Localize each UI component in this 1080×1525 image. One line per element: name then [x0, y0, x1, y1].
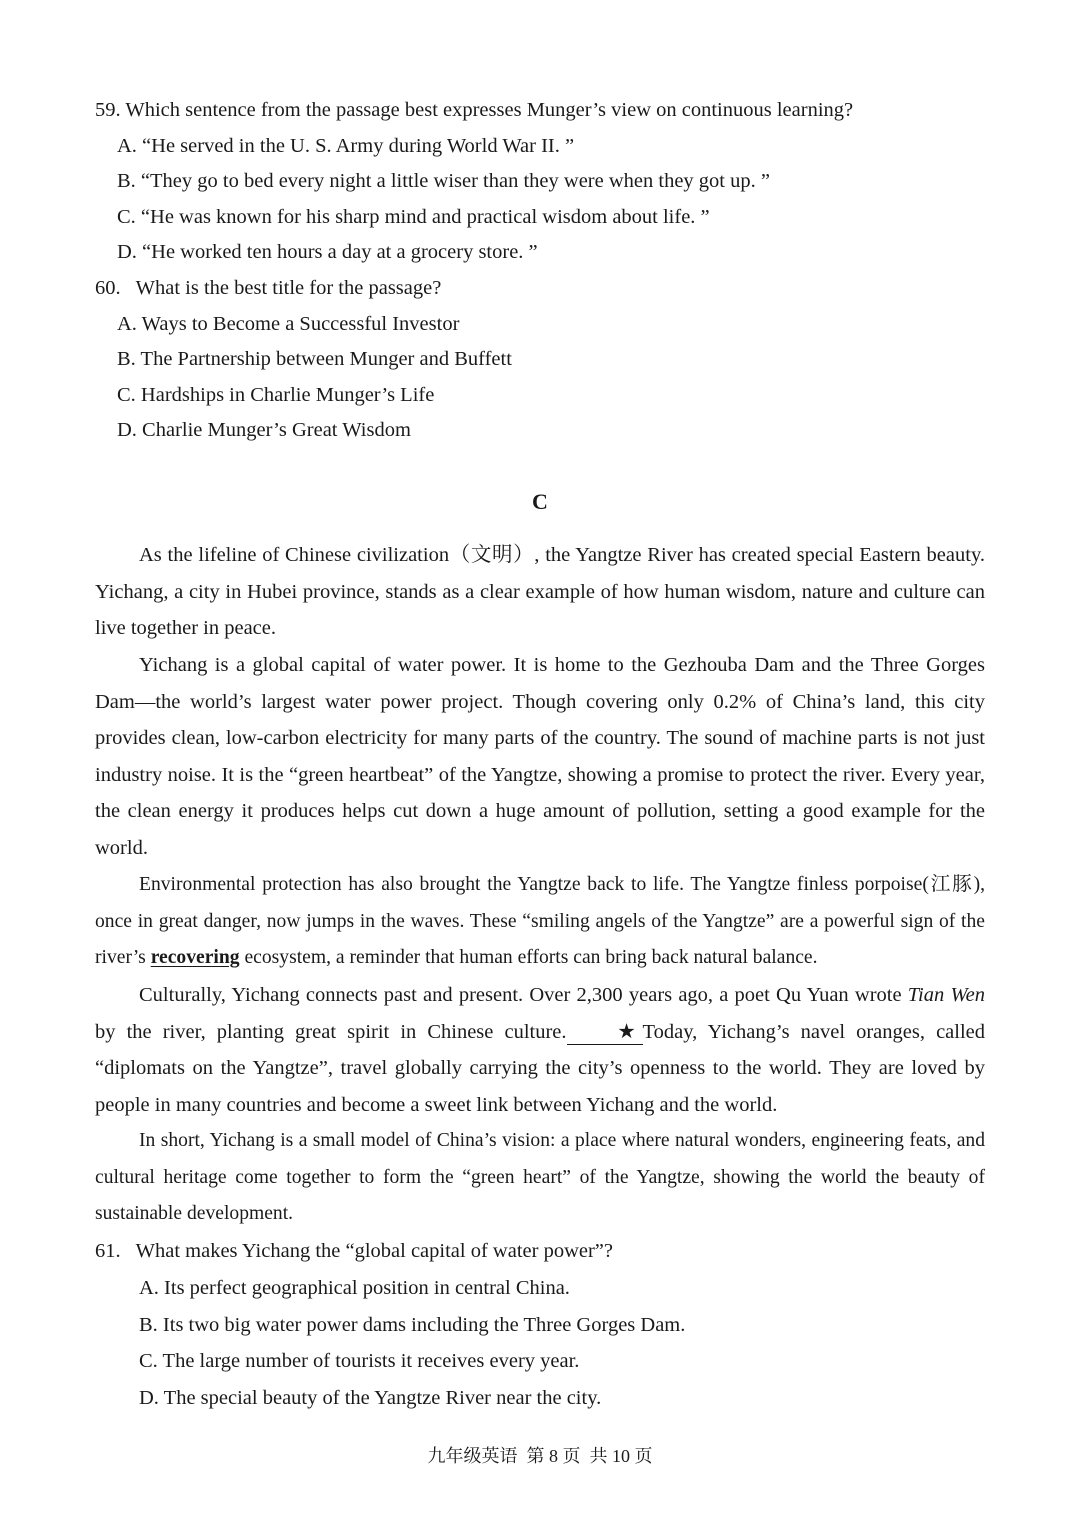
paragraph-4-text-c: Today, Yichang’s navel oranges, called “diplomats on the Yangtze”, travel globally carrying the city’s openness to the world. They are loved by people in many countries and become a sweet link between Yichang and the world. — [95, 1020, 986, 1116]
question-61-option-d: D. The special beauty of the Yangtze River near the city. — [139, 1387, 602, 1409]
page-footer: 九年级英语 第 8 页 共 10 页 — [427, 1446, 653, 1466]
question-60-option-c: C. Hardships in Charlie Munger’s Life — [117, 384, 435, 406]
paragraph-3-text-b: ecosystem, a reminder that human efforts can bring back natural balance. — [239, 947, 818, 969]
question-61-option-c: C. The large number of tourists it receives every year. — [139, 1350, 580, 1372]
star-blank: ★ — [567, 1020, 643, 1045]
question-61-option-b: B. Its two big water power dams including the Three Gorges Dam. — [139, 1314, 686, 1336]
passage-paragraph-1: As the lifeline of Chinese civilization（文明）, the Yangtze River has created special Eastern beauty. Yichang, a city in Hubei province, stands as a clear example of how human wisdom, nature and culture can live together in peace. — [95, 544, 985, 640]
passage-paragraph-2: Yichang is a global capital of water power. It is home to the Gezhouba Dam and the Three Gorges Dam—the world’s largest water power project. Though covering only 0.2% of China’s land, this city provides clean, low-carbon electricity for many parts of the country. The sound of machine parts is not just industry noise. It is the “green heartbeat” of the Yangtze, showing a promise to protect the river. Every year, the clean energy it produces helps cut down a huge amount of pollution, setting a good example for the world. — [95, 654, 985, 859]
question-59-option-d: D. “He worked ten hours a day at a grocery store. ” — [117, 241, 538, 263]
book-title-tian-wen: Tian Wen — [907, 984, 985, 1006]
paragraph-4-text-a: Culturally, Yichang connects past and present. Over 2,300 years ago, a poet Qu Yuan wrote — [139, 984, 908, 1006]
question-59-option-b: B. “They go to bed every night a little wiser than they were when they got up. ” — [117, 170, 770, 192]
question-61-stem: 61. What makes Yichang the “global capital of water power”? — [95, 1240, 613, 1262]
underlined-word-recovering: recovering — [150, 947, 240, 969]
section-title: C — [532, 489, 548, 514]
paragraph-4-text-b: by the river, planting great spirit in Chinese culture. — [95, 1020, 567, 1043]
question-60-option-b: B. The Partnership between Munger and Buffett — [117, 348, 512, 370]
passage-paragraph-4 — [95, 977, 985, 1123]
question-60-stem: 60. What is the best title for the passage? — [95, 277, 442, 299]
question-59-stem: 59. Which sentence from the passage best expresses Munger’s view on continuous learning? — [95, 99, 854, 121]
question-59-option-a: A. “He served in the U. S. Army during World War II. ” — [117, 135, 575, 157]
paragraph-3-text-a: Environmental protection has also brought the Yangtze back to life. The Yangtze finless porpoise(江豚), once in great danger, now jumps in the waves. These “smiling angels of the Yangtze” are a powerful sign of the river’s — [95, 874, 985, 969]
passage-paragraph-5: In short, Yichang is a small model of China’s vision: a place where natural wonders, engineering feats, and cultural heritage come together to form the “green heart” of the Yangtze, showing the world the beauty of sustainable development. — [95, 1130, 985, 1225]
question-60-option-a: A. Ways to Become a Successful Investor — [117, 313, 460, 335]
question-59-option-c: C. “He was known for his sharp mind and practical wisdom about life. ” — [117, 206, 710, 228]
question-60-option-d: D. Charlie Munger’s Great Wisdom — [117, 419, 411, 441]
question-61-option-a: A. Its perfect geographical position in central China. — [139, 1277, 570, 1299]
passage-paragraph-3 — [95, 867, 985, 977]
